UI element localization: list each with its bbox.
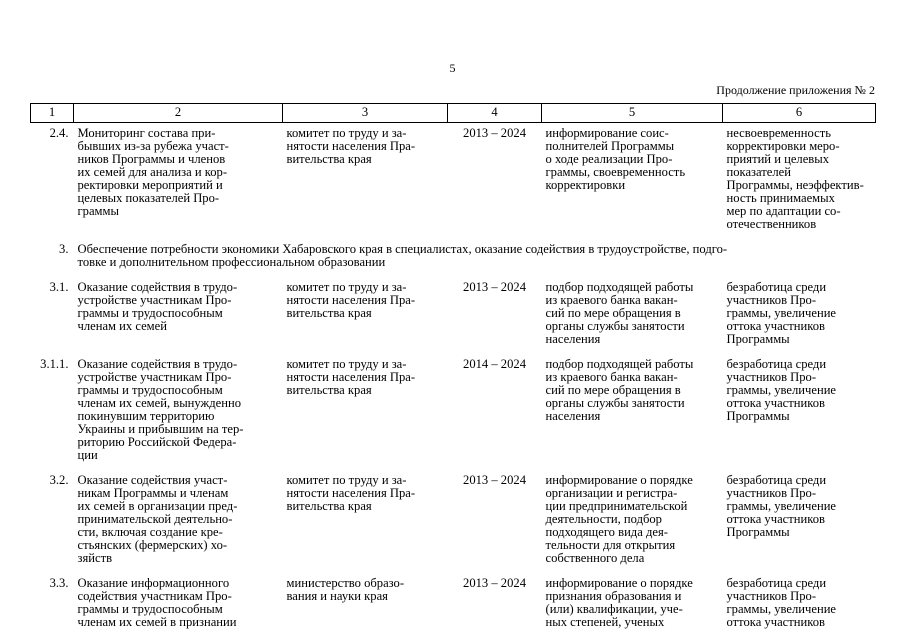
- item-number: 3.3.: [49, 576, 69, 590]
- appendix-continuation-label: Продолжение приложения № 2: [716, 83, 875, 97]
- risks-cell: безработица среди участников Про- граммы, увеличение оттока участников Программы: [726, 357, 837, 423]
- activity-cell: Оказание информационного содействия участникам Про- граммы и трудоспособным членам их семей в признании: [77, 576, 237, 629]
- result-cell: информирование соис- полнителей Программы о ходе реализации Про- граммы, своевременность корректировки: [545, 126, 686, 192]
- executor-cell: комитет по труду и за- нятости населения Пра- вительства края: [286, 473, 416, 513]
- risks-cell: безработица среди участников Про- граммы, увеличение оттока участников Программы: [726, 280, 837, 346]
- column-header: 4: [448, 104, 542, 123]
- activity-cell: Оказание содействия в трудо- устройстве участникам Про- граммы и трудоспособным членам их семей: [77, 280, 238, 333]
- activity-cell: Оказание содействия в трудо- устройстве участникам Про- граммы и трудоспособным членам их семей, вынужденно покинувшим территорию Украины и прибывшим на тер- риторию Российской Федера- ции: [77, 357, 244, 462]
- item-number: 3.2.: [49, 473, 69, 487]
- period-cell: 2013 – 2024: [463, 280, 526, 294]
- column-header: 6: [723, 104, 876, 123]
- activity-cell: Оказание содействия участ- никам Программы и членам их семей в организации пред- принимательской деятельно- сти, включая создание кре- стьянских (фермерских) хо- зяйств: [77, 473, 238, 565]
- result-cell: информирование о порядке организации и регистра- ции предпринимательской деятельности, подбор подходящего вида дея- тельности для открытия собственного дела: [545, 473, 693, 565]
- period-cell: 2013 – 2024: [463, 126, 526, 140]
- table-row: [31, 123, 876, 240]
- table-row: [31, 277, 876, 354]
- result-cell: подбор подходящей работы из краевого банка вакан- сий по мере обращения в органы службы занятости населения: [545, 357, 694, 423]
- period-cell: 2014 – 2024: [463, 357, 526, 371]
- table-header: [31, 104, 876, 123]
- period-cell: 2013 – 2024: [463, 473, 526, 487]
- column-header: 2: [74, 104, 283, 123]
- item-number: 2.4.: [49, 126, 69, 140]
- section-row: [31, 239, 876, 277]
- table-header-row: [31, 104, 876, 123]
- table-body: [31, 123, 876, 638]
- executor-cell: комитет по труду и за- нятости населения Пра- вительства края: [286, 126, 416, 166]
- result-cell: информирование о порядке признания образования и (или) квалификации, уче- ных степеней, ученых: [545, 576, 693, 629]
- executor-cell: министерство образо- вания и науки края: [286, 576, 405, 603]
- risks-cell: безработица среди участников Про- граммы, увеличение оттока участников Программы: [726, 473, 837, 539]
- page-number: 5: [449, 61, 456, 75]
- risks-cell: безработица среди участников Про- граммы, увеличение оттока участников: [726, 576, 837, 629]
- item-number: 3.1.: [49, 280, 69, 294]
- column-header: 1: [31, 104, 74, 123]
- column-header: 3: [283, 104, 448, 123]
- executor-cell: комитет по труду и за- нятости населения Пра- вительства края: [286, 357, 416, 397]
- activity-cell: Мониторинг состава при- бывших из-за рубежа участ- ников Программы и членов их семей для анализа и кор- ректировки мероприятий и целевых показателей Про- граммы: [77, 126, 229, 218]
- appendix-table: [30, 103, 876, 637]
- column-header: 5: [542, 104, 723, 123]
- risks-cell: несвоевременность корректировки меро- приятий и целевых показателей Программы, неэффектив- ность принимаемых мер по адаптации со- отечественников: [726, 126, 864, 231]
- table-row: [31, 573, 876, 637]
- section-title: Обеспечение потребности экономики Хабаровского края в специалистах, оказание содействия в трудоустройстве, подго- товке и дополнительном профессиональном образовании: [77, 242, 728, 269]
- section-number: 3.: [59, 242, 69, 256]
- result-cell: подбор подходящей работы из краевого банка вакан- сий по мере обращения в органы службы занятости населения: [545, 280, 694, 346]
- item-number: 3.1.1.: [40, 357, 69, 371]
- table-row: [31, 470, 876, 573]
- table-row: [31, 354, 876, 470]
- executor-cell: комитет по труду и за- нятости населения Пра- вительства края: [286, 280, 416, 320]
- period-cell: 2013 – 2024: [463, 576, 526, 590]
